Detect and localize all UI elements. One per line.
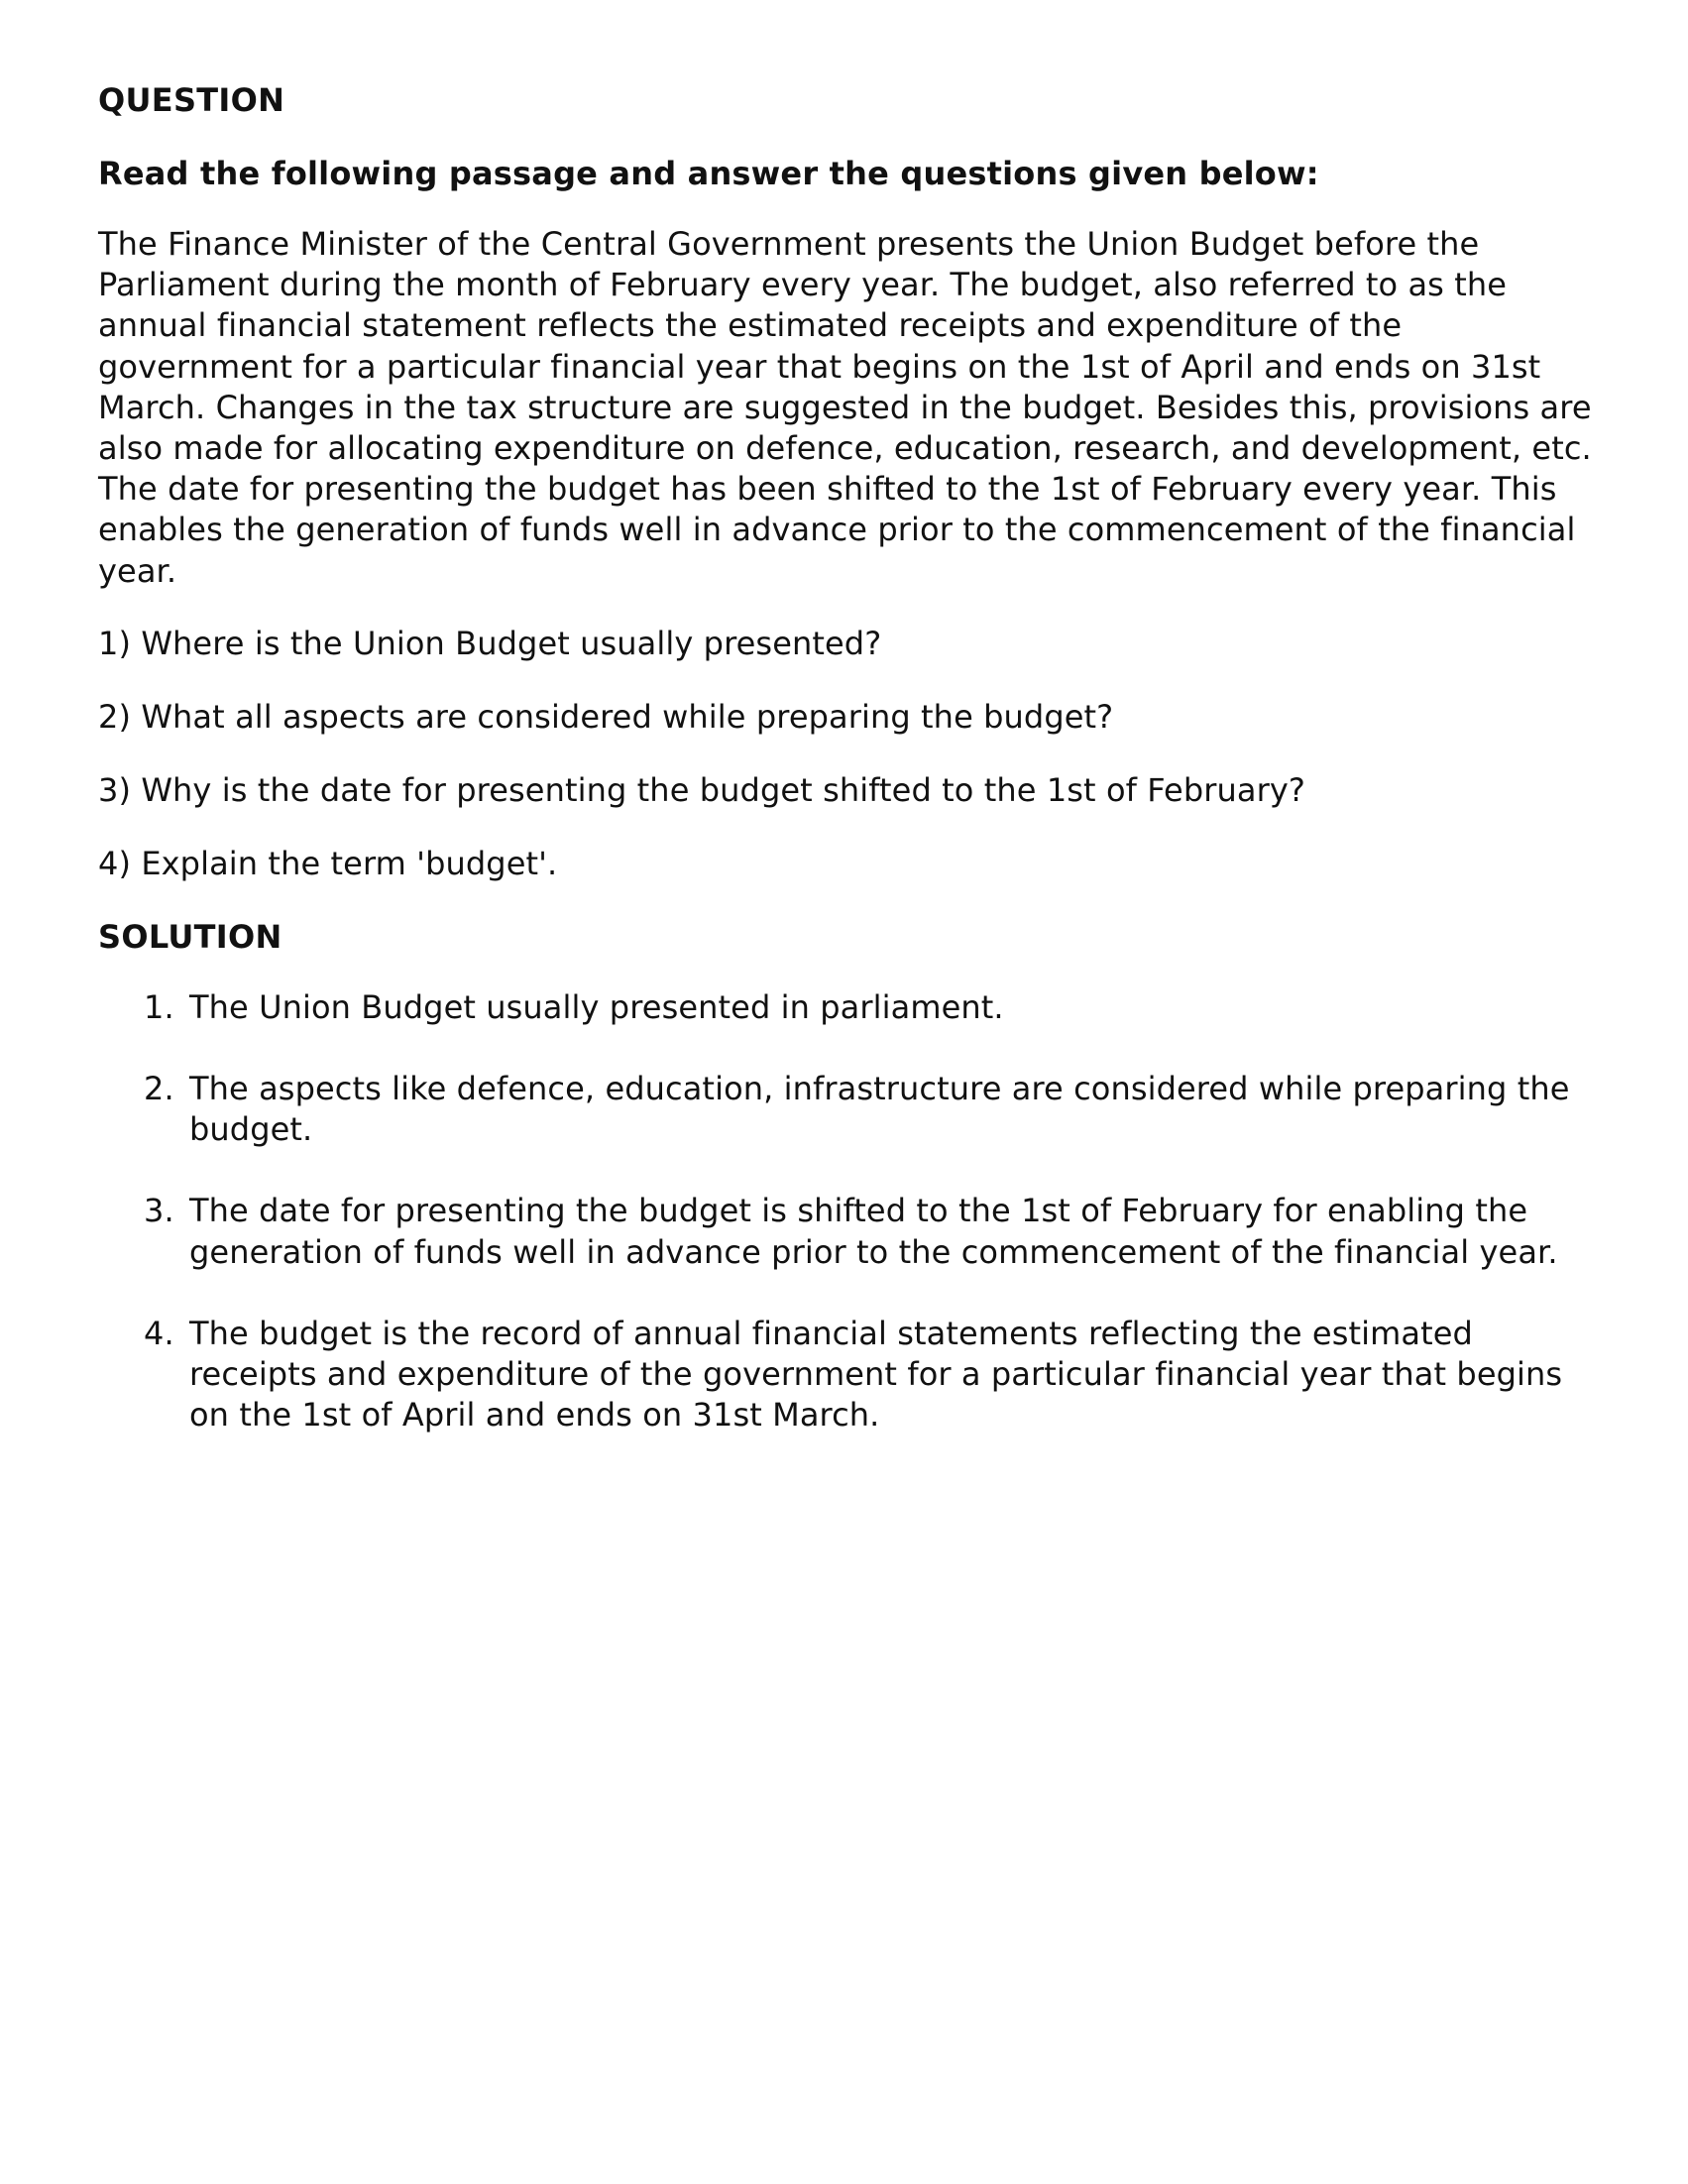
answer-text: The budget is the record of annual financial statements reflecting the estimated receipts and expenditure of the government for a particular financial year that begins on the 1st of April and ends on 31st March. [189, 1314, 1563, 1435]
question-heading: QUESTION [98, 81, 285, 119]
answer-text: The date for presenting the budget is shifted to the 1st of February for enabling the generation of funds well in advance prior to the commencement of the financial year. [189, 1192, 1558, 1271]
answer-item [98, 987, 1605, 1028]
answer-number: 3. [144, 1192, 174, 1230]
answer-number: 1. [144, 987, 174, 1026]
question-item: 3) Why is the date for presenting the budget shifted to the 1st of February? [98, 770, 1305, 809]
question-item: 2) What all aspects are considered while preparing the budget? [98, 697, 1114, 736]
answer-item [98, 1191, 1605, 1272]
answer-item [98, 1314, 1605, 1437]
instruction-text: Read the following passage and answer the questions given below: [98, 155, 1319, 192]
question-item: 1) Where is the Union Budget usually presented? [98, 624, 882, 662]
answer-number: 4. [144, 1314, 174, 1352]
questions-list [98, 621, 1605, 886]
passage-text: The Finance Minister of the Central Government presents the Union Budget before the Parliament during the month of February every year. The budget, also referred to as the annual financial statement reflects the estimated receipts and expenditure of the government for a particular financial year that begins on the 1st of April and ends on 31st March. Changes in the tax structure are suggested in the budget. Besides this, provisions are also made for allocating expenditure on defence, education, research, and development, etc. The date for presenting the budget has been shifted to the 1st of February every year. This enables the generation of funds well in advance prior to the commencement of the financial year. [98, 225, 1592, 590]
answer-text: The aspects like defence, education, infrastructure are considered while preparing the budget. [189, 1070, 1570, 1149]
answer-item [98, 1069, 1605, 1150]
question-item: 4) Explain the term 'budget'. [98, 844, 558, 882]
document-page [98, 77, 1605, 1476]
answer-number: 2. [144, 1070, 174, 1108]
answers-list [98, 987, 1605, 1437]
solution-heading: SOLUTION [98, 917, 282, 956]
answer-text: The Union Budget usually presented in parliament. [189, 987, 1004, 1026]
